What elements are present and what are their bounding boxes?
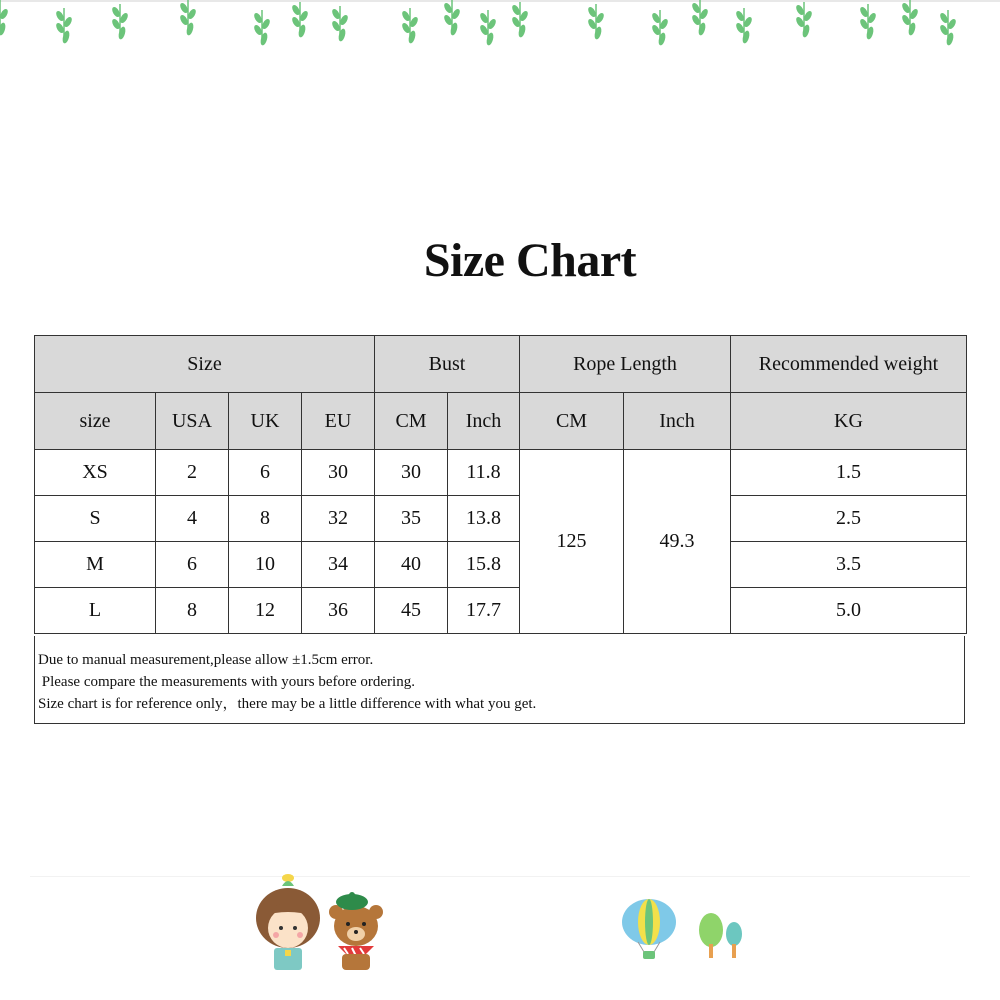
size-cell: L (35, 588, 156, 634)
size-cell: S (35, 496, 156, 542)
usa-cell: 6 (156, 542, 229, 588)
usa-header: USA (156, 393, 229, 450)
rope-length-group-header: Rope Length (520, 336, 731, 393)
bust-cm-header: CM (375, 393, 448, 450)
size-group-header: Size (35, 336, 375, 393)
size-header: size (35, 393, 156, 450)
size-cell: M (35, 542, 156, 588)
page-title: Size Chart (423, 234, 637, 287)
girl-character-icon (252, 872, 324, 972)
kg-cell: 2.5 (731, 496, 967, 542)
uk-cell: 6 (229, 450, 302, 496)
uk-cell: 10 (229, 542, 302, 588)
bust-cm-cell: 35 (375, 496, 448, 542)
table-row (35, 450, 967, 496)
size-chart-table (34, 335, 967, 634)
hanging-vines-icon (0, 0, 1000, 50)
group-header-row (35, 336, 967, 393)
note-line: Please compare the measurements with yours before ordering. (38, 674, 415, 690)
notes-box (34, 636, 965, 724)
sub-header-row (35, 393, 967, 450)
bust-inch-cell: 11.8 (448, 450, 520, 496)
kg-header: KG (731, 393, 967, 450)
kg-cell: 3.5 (731, 542, 967, 588)
eu-cell: 36 (302, 588, 375, 634)
trees-icon (696, 910, 746, 962)
eu-cell: 30 (302, 450, 375, 496)
usa-cell: 2 (156, 450, 229, 496)
bust-inch-cell: 17.7 (448, 588, 520, 634)
kg-cell: 1.5 (731, 450, 967, 496)
table-row (35, 588, 967, 634)
uk-cell: 12 (229, 588, 302, 634)
bust-inch-cell: 13.8 (448, 496, 520, 542)
bust-group-header: Bust (375, 336, 520, 393)
usa-cell: 4 (156, 496, 229, 542)
weight-group-header: Recommended weight (731, 336, 967, 393)
bust-cm-cell: 45 (375, 588, 448, 634)
eu-cell: 32 (302, 496, 375, 542)
rope-inch-cell: 49.3 (624, 450, 731, 634)
rope-cm-header: CM (520, 393, 624, 450)
bust-cm-cell: 30 (375, 450, 448, 496)
table-row (35, 496, 967, 542)
hot-air-balloon-icon (620, 898, 678, 962)
bust-inch-header: Inch (448, 393, 520, 450)
note-line: Due to manual measurement,please allow ±1.5cm error. (38, 652, 374, 668)
rope-inch-header: Inch (624, 393, 731, 450)
rope-cm-cell: 125 (520, 450, 624, 634)
note-line: Size chart is for reference only，there may be a little difference with what you get. (38, 696, 537, 712)
table-row (35, 542, 967, 588)
size-cell: XS (35, 450, 156, 496)
uk-cell: 8 (229, 496, 302, 542)
kg-cell: 5.0 (731, 588, 967, 634)
eu-cell: 34 (302, 542, 375, 588)
bust-cm-cell: 40 (375, 542, 448, 588)
bear-character-icon (328, 892, 384, 972)
uk-header: UK (229, 393, 302, 450)
usa-cell: 8 (156, 588, 229, 634)
divider (30, 876, 970, 877)
bust-inch-cell: 15.8 (448, 542, 520, 588)
eu-header: EU (302, 393, 375, 450)
